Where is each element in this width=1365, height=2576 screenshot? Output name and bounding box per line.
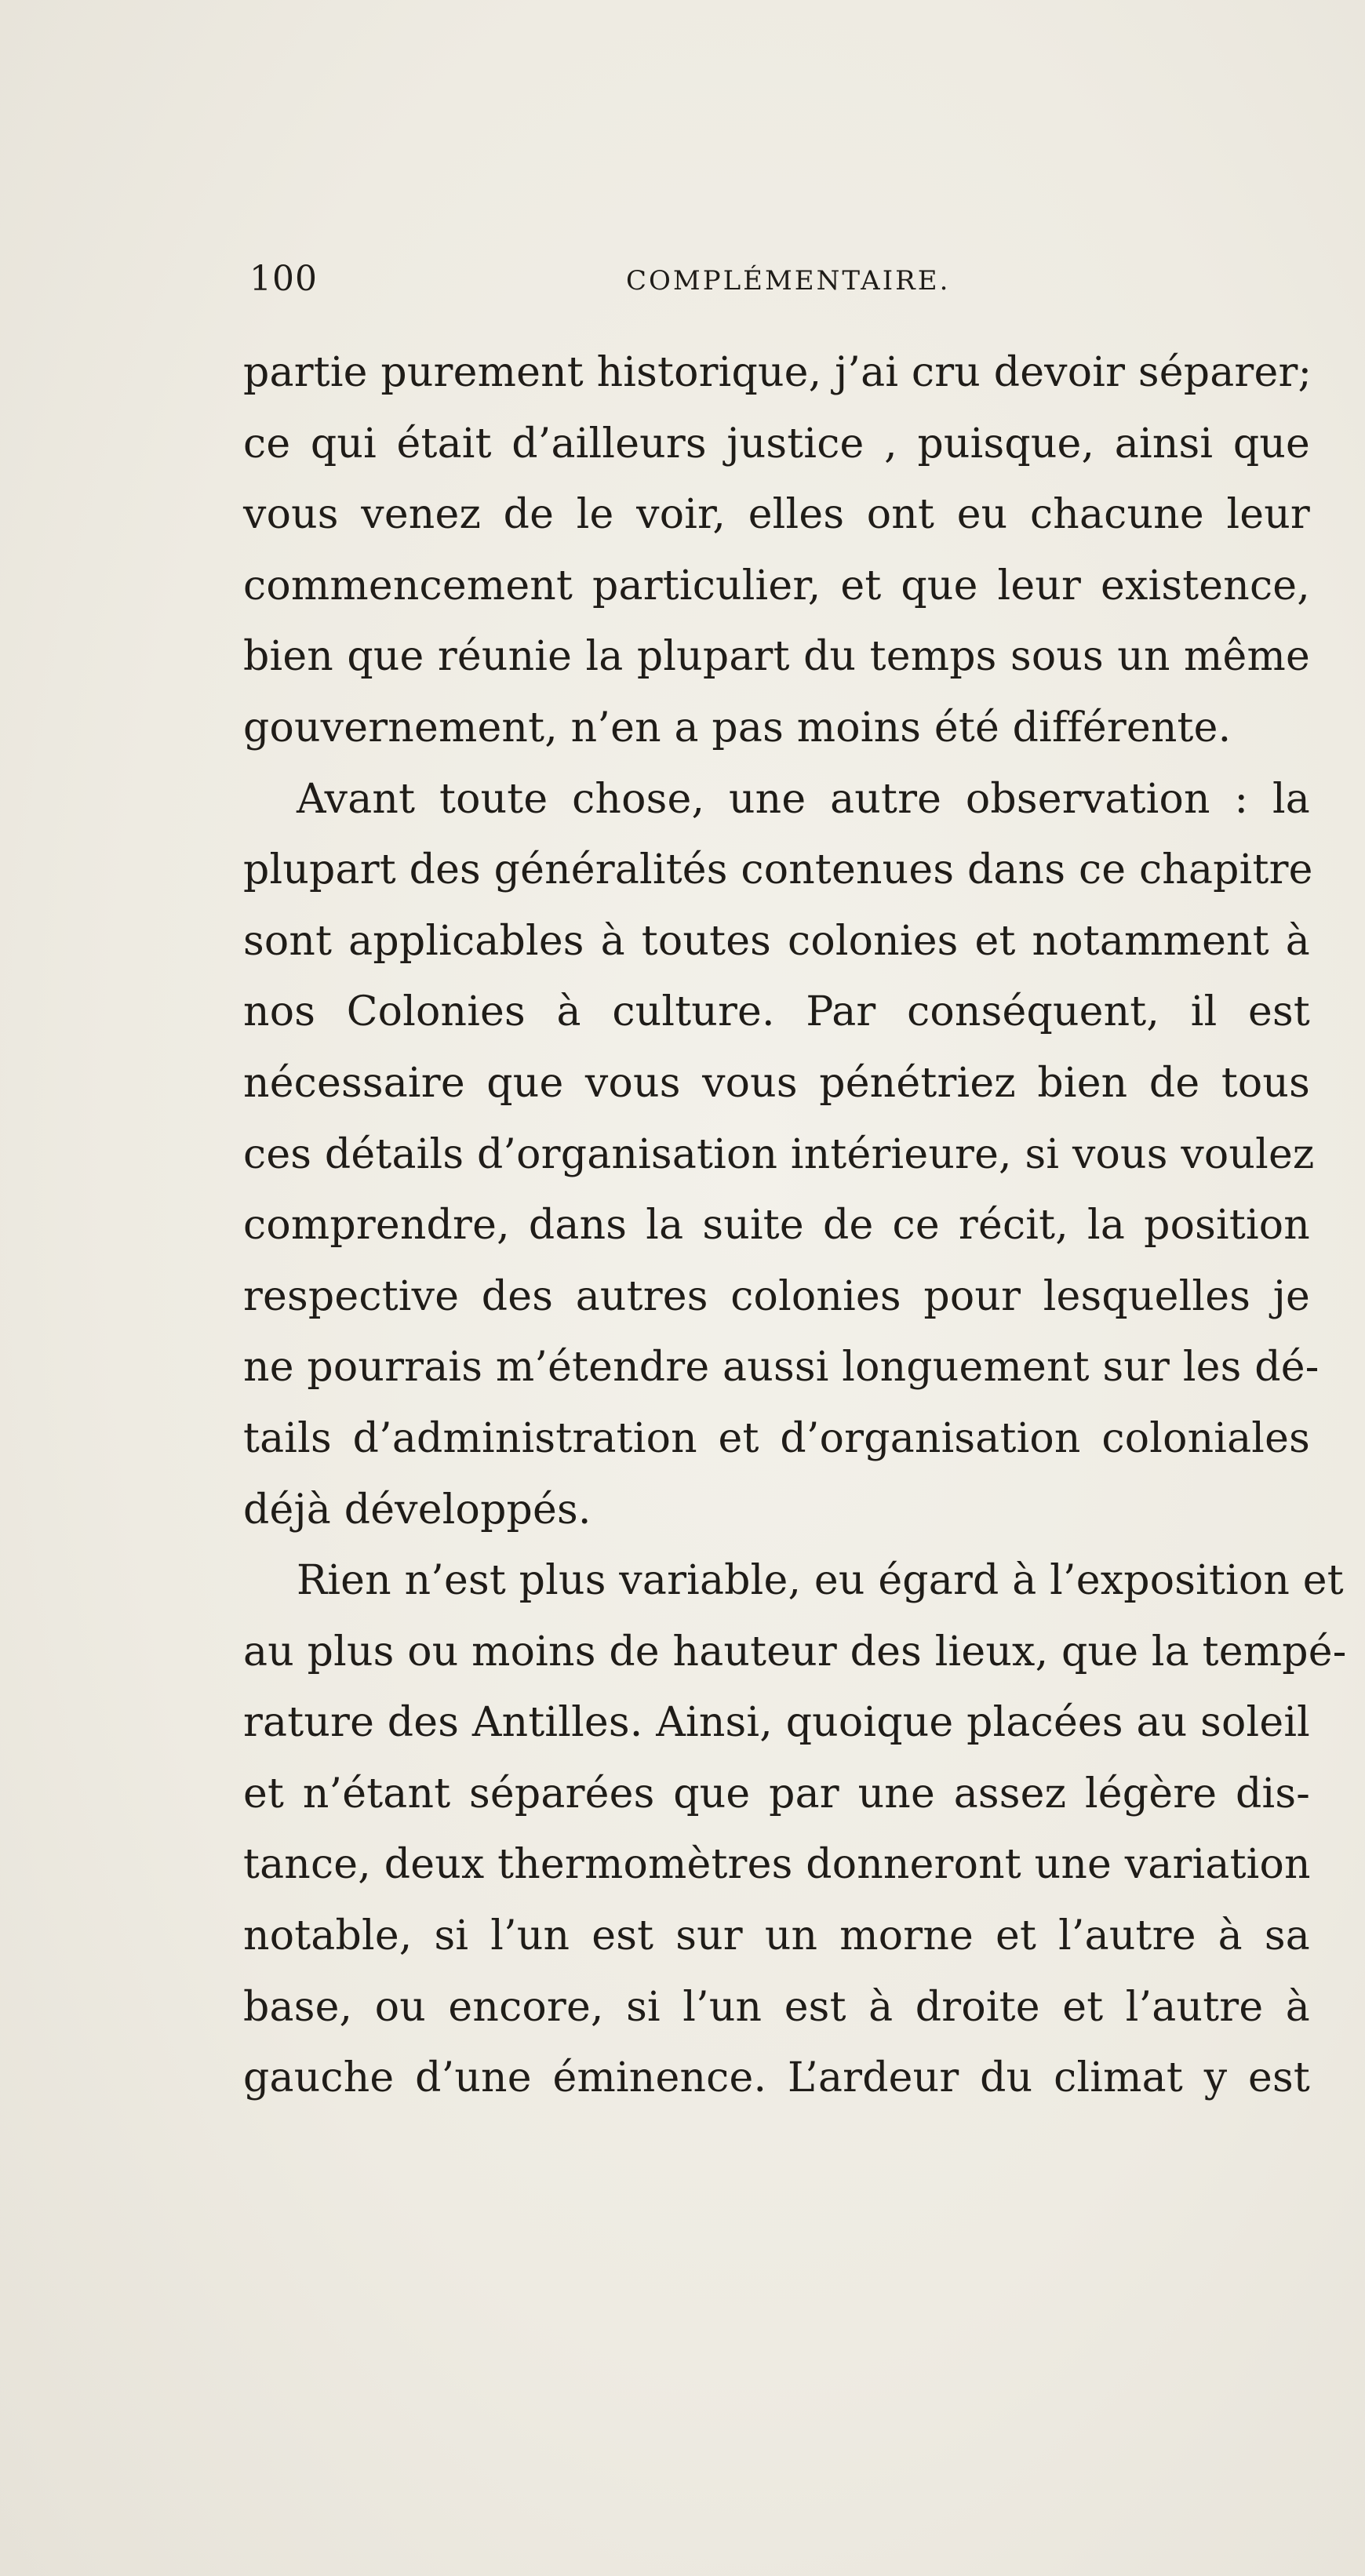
text-line: nécessaire que vous vous pénétriez bien de tous (243, 1059, 1310, 1107)
text-line: au plus ou moins de hauteur des lieux, que la tempé- (243, 1628, 1347, 1675)
text-line: gouvernement, n’en a pas moins été différente. (243, 704, 1232, 751)
text-line: nos Colonies à culture. Par conséquent, il est (243, 988, 1310, 1036)
text-line: plupart des généralités contenues dans ce chapitre (243, 846, 1313, 894)
text-line: bien que réunie la plupart du temps sous un même (243, 633, 1310, 681)
page-number: 100 (249, 259, 318, 299)
text-line: tance, deux thermomètres donneront une variation (243, 1841, 1311, 1889)
text-line: déjà développés. (243, 1486, 592, 1534)
text-line: et n’étant séparées que par une assez légère dis- (243, 1770, 1310, 1817)
text-line: tails d’administration et d’organisation coloniales (243, 1414, 1310, 1462)
text-line: ces détails d’organisation intérieure, si vous voulez (243, 1130, 1315, 1178)
text-line: sont applicables à toutes colonies et notamment à (243, 917, 1310, 965)
text-line: base, ou encore, si l’un est à droite et l’autre à (243, 1983, 1310, 2031)
text-line: rature des Antilles. Ainsi, quoique placées au soleil (243, 1699, 1310, 1747)
text-line: ce qui était d’ailleurs justice , puisque, ainsi que (243, 420, 1310, 468)
running-head: COMPLÉMENTAIRE. (626, 265, 951, 297)
text-line: comprendre, dans la suite de ce récit, la position (243, 1202, 1310, 1250)
text-line: partie purement historique, j’ai cru devoir séparer; (243, 349, 1312, 396)
page-header (249, 259, 1285, 306)
text-line: respective des autres colonies pour lesquelles je (243, 1272, 1310, 1320)
text-line: ne pourrais m’étendre aussi longuement sur les dé- (243, 1344, 1320, 1392)
text-line: gauche d’une éminence. L’ardeur du climat y est (243, 2054, 1310, 2102)
text-line: Rien n’est plus variable, eu égard à l’exposition et (297, 1557, 1344, 1605)
body-text (243, 337, 1347, 2114)
text-line: notable, si l’un est sur un morne et l’autre à sa (243, 1912, 1310, 1960)
text-line: commencement particulier, et que leur existence, (243, 562, 1310, 609)
text-line: vous venez de le voir, elles ont eu chacune leur (243, 491, 1310, 539)
text-line: Avant toute chose, une autre observation : la (297, 775, 1310, 823)
